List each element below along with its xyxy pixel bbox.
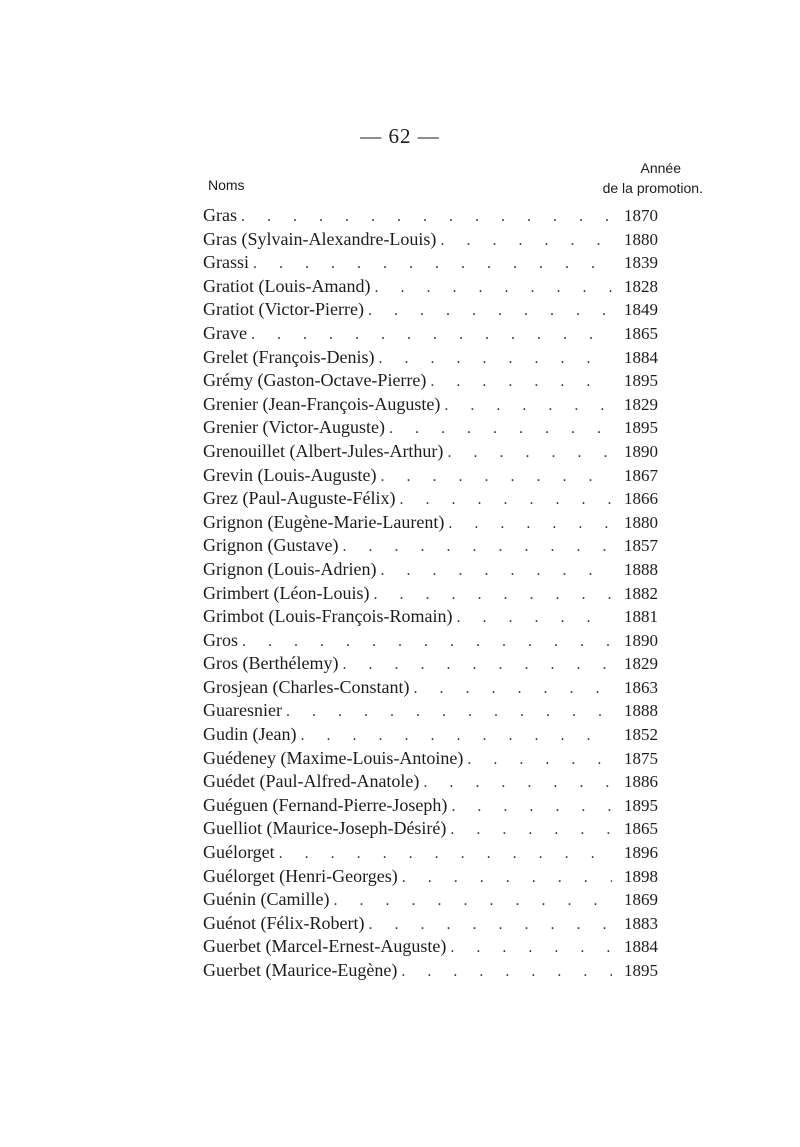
list-item — [203, 936, 658, 960]
list-item — [203, 441, 658, 465]
list-item — [203, 323, 658, 347]
entry-name: Grosjean (Charles-Constant) — [203, 676, 410, 697]
list-item — [203, 276, 658, 300]
entry-year: 1888 — [624, 559, 658, 579]
dot-leader — [399, 491, 612, 509]
dot-leader — [374, 279, 612, 297]
entry-year: 1828 — [624, 276, 658, 296]
entry-name: Grignon (Louis-Adrien) — [203, 558, 377, 579]
entry-year: 1866 — [624, 489, 658, 509]
dot-leader — [279, 845, 612, 863]
list-item — [203, 630, 658, 654]
list-item — [203, 771, 658, 795]
entry-name: Guaresnier — [203, 700, 282, 721]
entry-name: Guélorget — [203, 842, 275, 863]
dot-leader — [373, 586, 612, 604]
entry-year: 1870 — [624, 206, 658, 225]
dot-leader — [368, 916, 612, 934]
entry-year: 1829 — [624, 654, 658, 674]
dot-leader — [286, 703, 612, 721]
entry-name: Gratiot (Louis-Amand) — [203, 275, 371, 296]
dot-leader — [342, 656, 612, 674]
entry-name: Gros — [203, 629, 238, 650]
list-item — [203, 677, 658, 701]
list-item — [203, 488, 658, 512]
column-header-year — [602, 158, 703, 198]
entry-name: Gudin (Jean) — [203, 724, 297, 745]
entry-year: 1890 — [624, 630, 658, 650]
entry-name: Guélorget (Henri-Georges) — [203, 865, 398, 886]
list-item — [203, 559, 658, 583]
entry-year: 1849 — [624, 300, 658, 320]
promotion-list — [203, 205, 658, 984]
entry-year: 1829 — [624, 394, 658, 414]
dot-leader — [444, 397, 612, 415]
dot-leader — [413, 680, 612, 698]
entry-year: 1852 — [624, 725, 658, 745]
dot-leader — [456, 609, 612, 627]
list-item — [203, 205, 658, 229]
entry-year: 1865 — [624, 819, 658, 839]
dot-leader — [401, 963, 612, 981]
dot-leader — [300, 727, 612, 745]
entry-name: Guédet (Paul-Alfred-Anatole) — [203, 771, 420, 792]
list-item — [203, 417, 658, 441]
entry-year: 1869 — [624, 890, 658, 910]
entry-name: Grelet (François-Denis) — [203, 346, 375, 367]
column-header-year-line1: Année — [640, 160, 681, 176]
list-item — [203, 252, 658, 276]
entry-year: 1895 — [624, 795, 658, 815]
entry-year: 1839 — [624, 253, 658, 273]
entry-name: Gratiot (Victor-Pierre) — [203, 299, 364, 320]
entry-name: Guénin (Camille) — [203, 889, 330, 910]
entry-year: 1867 — [624, 465, 658, 485]
dot-leader — [368, 302, 612, 320]
entry-name: Grimbert (Léon-Louis) — [203, 582, 370, 603]
list-item — [203, 748, 658, 772]
list-item — [203, 889, 658, 913]
entry-year: 1863 — [624, 677, 658, 697]
column-header-names: Noms — [208, 177, 245, 193]
dot-leader — [451, 798, 612, 816]
list-item — [203, 583, 658, 607]
entry-name: Grassi — [203, 252, 249, 273]
list-item — [203, 465, 658, 489]
entry-year: 1890 — [624, 441, 658, 461]
dot-leader — [251, 326, 612, 344]
dot-leader — [380, 562, 612, 580]
entry-year: 1881 — [624, 607, 658, 627]
entry-year: 1875 — [624, 748, 658, 768]
entry-year: 1880 — [624, 229, 658, 249]
entry-year: 1865 — [624, 323, 658, 343]
dot-leader — [253, 255, 612, 273]
list-item — [203, 653, 658, 677]
entry-year: 1880 — [624, 512, 658, 532]
entry-name: Guelliot (Maurice-Joseph-Désiré) — [203, 818, 447, 839]
list-item — [203, 370, 658, 394]
entry-name: Grenier (Jean-François-Auguste) — [203, 393, 441, 414]
list-item — [203, 724, 658, 748]
entry-name: Grignon (Gustave) — [203, 535, 339, 556]
list-item — [203, 606, 658, 630]
dot-leader — [447, 444, 612, 462]
list-item — [203, 700, 658, 724]
entry-name: Gras (Sylvain-Alexandre-Louis) — [203, 228, 437, 249]
list-item — [203, 229, 658, 253]
list-item — [203, 535, 658, 559]
entry-name: Guéguen (Fernand-Pierre-Joseph) — [203, 794, 448, 815]
list-item — [203, 394, 658, 418]
entry-year: 1896 — [624, 843, 658, 863]
list-item — [203, 866, 658, 890]
entry-name: Gros (Berthélemy) — [203, 653, 339, 674]
entry-year: 1882 — [624, 583, 658, 603]
dot-leader — [242, 633, 612, 651]
dot-leader — [430, 373, 612, 391]
dot-leader — [342, 538, 612, 556]
dot-leader — [440, 232, 612, 250]
dot-leader — [241, 208, 612, 226]
entry-name: Grenouillet (Albert-Jules-Arthur) — [203, 440, 444, 461]
dot-leader — [380, 468, 612, 486]
entry-year: 1884 — [624, 937, 658, 957]
entry-name: Guénot (Félix-Robert) — [203, 912, 365, 933]
list-item — [203, 842, 658, 866]
entry-year: 1895 — [624, 961, 658, 980]
dot-leader — [450, 939, 612, 957]
entry-name: Grevin (Louis-Auguste) — [203, 464, 377, 485]
dot-leader — [402, 869, 612, 887]
list-item — [203, 512, 658, 536]
entry-name: Guédeney (Maxime-Louis-Antoine) — [203, 747, 464, 768]
entry-year: 1895 — [624, 371, 658, 391]
column-header-year-line2: de la promotion. — [602, 180, 703, 196]
entry-name: Grimbot (Louis-François-Romain) — [203, 606, 453, 627]
dot-leader — [467, 751, 612, 769]
entry-year: 1898 — [624, 866, 658, 886]
entry-name: Guerbet (Marcel-Ernest-Auguste) — [203, 936, 447, 957]
dot-leader — [389, 420, 612, 438]
dot-leader — [448, 515, 612, 533]
entry-year: 1884 — [624, 347, 658, 367]
dot-leader — [378, 350, 612, 368]
list-item — [203, 913, 658, 937]
entry-name: Grez (Paul-Auguste-Félix) — [203, 488, 396, 509]
entry-year: 1895 — [624, 418, 658, 438]
list-item — [203, 818, 658, 842]
entry-name: Guerbet (Maurice-Eugène) — [203, 960, 398, 980]
entry-name: Grenier (Victor-Auguste) — [203, 417, 385, 438]
dot-leader — [333, 892, 612, 910]
entry-year: 1886 — [624, 772, 658, 792]
entry-year: 1883 — [624, 913, 658, 933]
list-item — [203, 960, 658, 984]
entry-name: Grignon (Eugène-Marie-Laurent) — [203, 511, 445, 532]
entry-year: 1888 — [624, 701, 658, 721]
dot-leader — [450, 821, 612, 839]
entry-year: 1857 — [624, 536, 658, 556]
dot-leader — [423, 774, 612, 792]
list-item — [203, 795, 658, 819]
page-number: — 62 — — [360, 124, 440, 148]
list-item — [203, 347, 658, 371]
list-item — [203, 299, 658, 323]
entry-name: Grave — [203, 322, 247, 343]
entry-name: Gras — [203, 205, 237, 225]
entry-name: Grémy (Gaston-Octave-Pierre) — [203, 370, 427, 391]
